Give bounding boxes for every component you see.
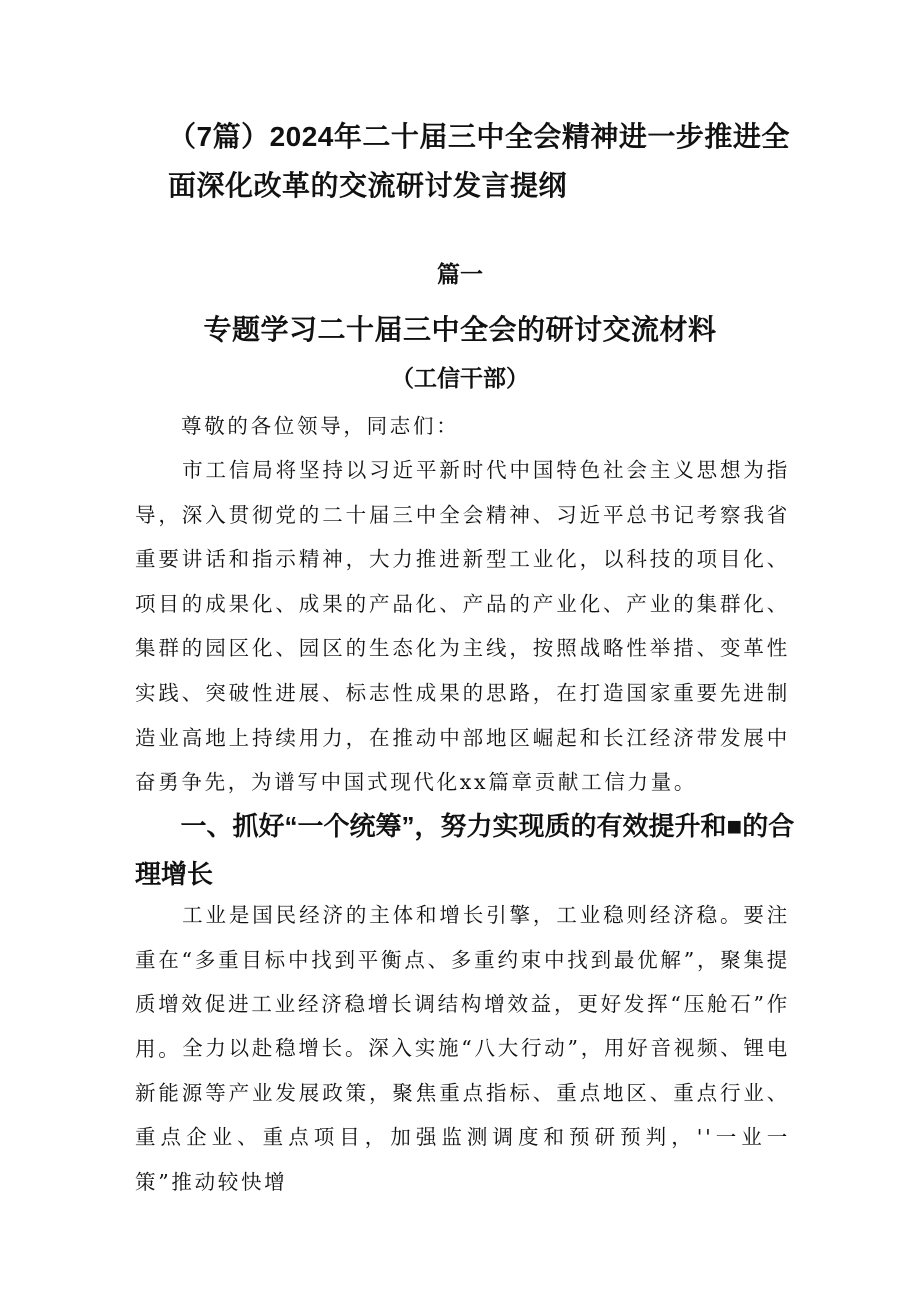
- section-heading: 一、抓好“一个统筹”，努力实现质的有效提升和■的合理增长: [135, 811, 795, 889]
- part-label: 篇一: [437, 261, 483, 287]
- part-title: 专题学习二十届三中全会的研讨交流材料: [203, 314, 717, 345]
- salutation: 尊敬的各位领导，同志们：: [181, 414, 460, 438]
- body-paragraph: 工业是国民经济的主体和增长引擎，工业稳则经济稳。要注重在“多重目标中找到平衡点、多重约束中找到最优解”，聚集提质增效促进工业经济稳增长调结构增效益，更好发挥“压舱石”作用。: [135, 903, 790, 1061]
- part-subtitle: （工信干部）: [391, 365, 529, 391]
- body-paragraph: 市工信局将坚持以习近平新时代中国特色社会主义思想为指导，深入贯彻党的二十届三中全会精神、习近平总书记考察我省重要讲话和指示精神，大力推进新型工业化，以科技的项目化、项目的成果化、成果的产品化、产品的产业化、产业的集群化、集群的园区化、园区的生态化为主线，按照战略性举措、变革性实践、突破性进展、标志性成果的思路，在打造国家重要先进制造业高地上持续用力，在推动中部地区崛起和长江经济带发展中奋勇争先，为谱写中国式现代化xx篇章贡献工信力量。: [135, 458, 790, 795]
- document-title: （7篇）2024年二十届三中全会精神进一步推进全面深化改革的交流研讨发言提纲: [168, 121, 790, 201]
- body-paragraph: 全力以赴稳增长。深入实施“八大行动”，用好音视频、锂电新能源等产业发展政策，聚焦重点指标、重点地区、重点行业、重点企业、重点项目，加强监测调度和预研预判，''一业一策”推动较快增: [135, 1036, 790, 1194]
